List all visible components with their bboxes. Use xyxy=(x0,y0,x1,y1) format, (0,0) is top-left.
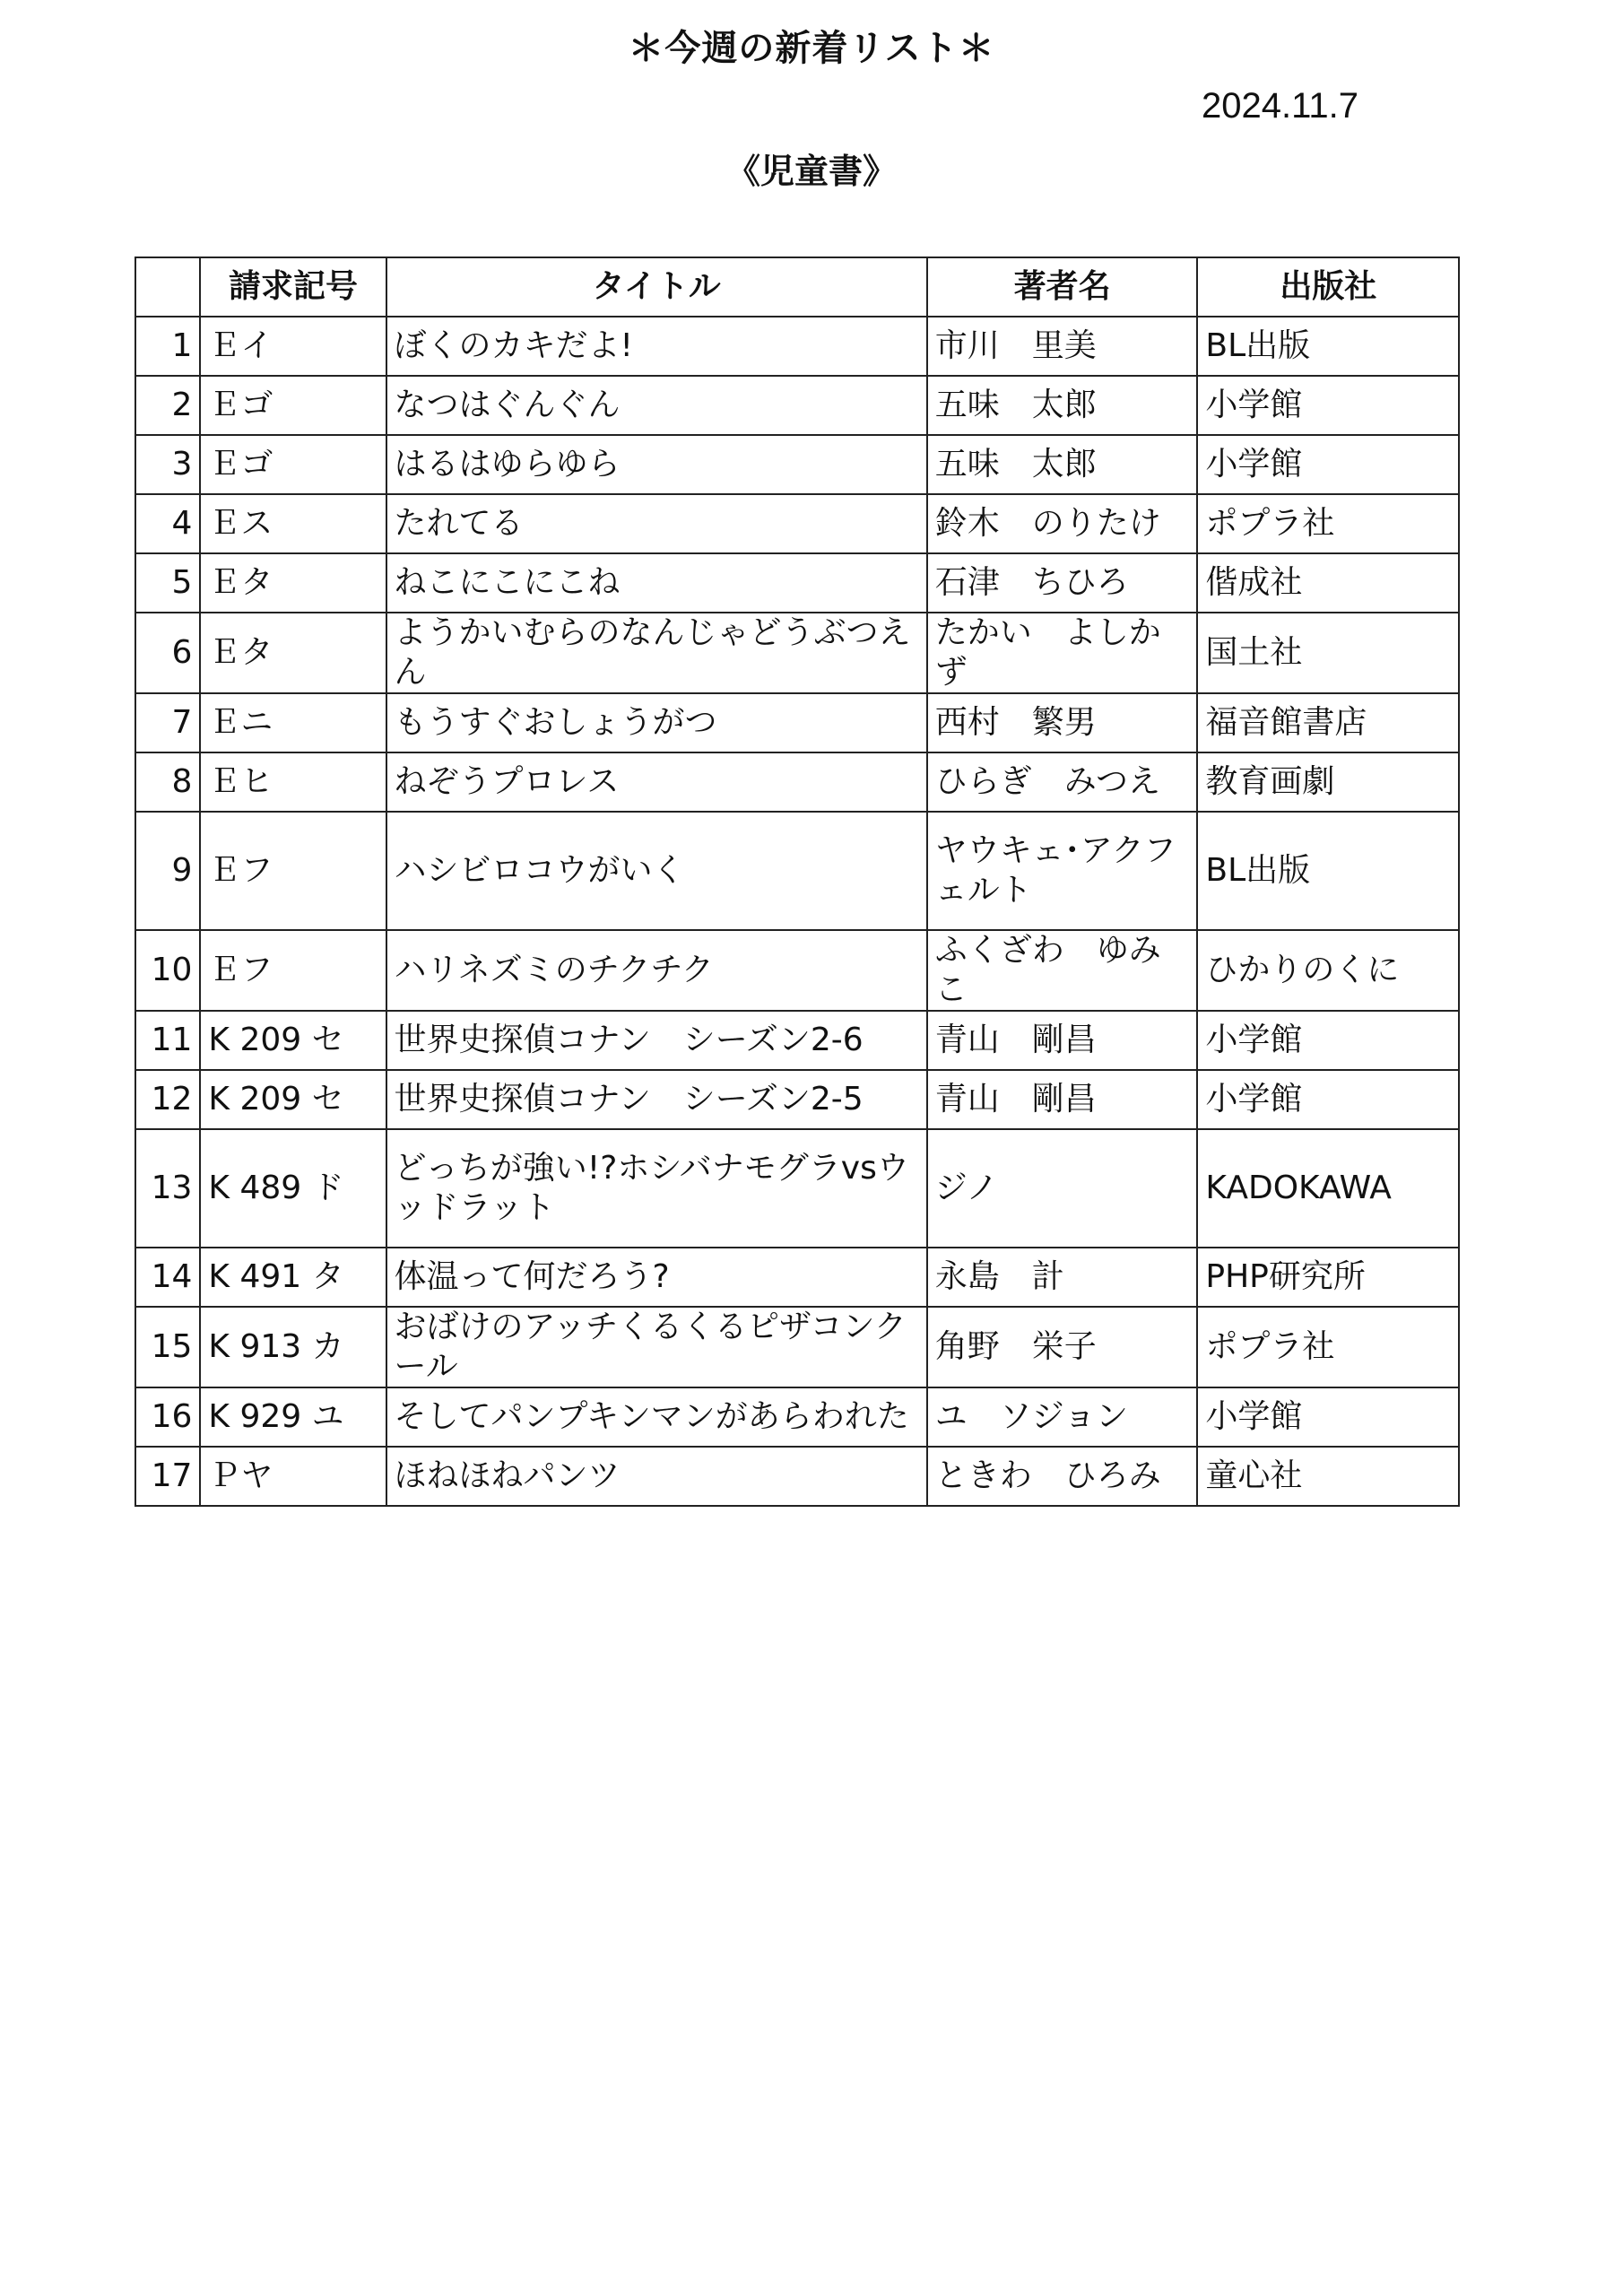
column-header-publisher: 出版社 xyxy=(1197,257,1459,317)
cell-number: 14 xyxy=(135,1248,200,1307)
cell-call-number: Ｐヤ xyxy=(200,1447,386,1506)
cell-call-number: K 209 セ xyxy=(200,1011,386,1070)
cell-title: なつはぐんぐん xyxy=(386,376,927,435)
cell-number: 16 xyxy=(135,1387,200,1447)
table-row xyxy=(135,812,1459,930)
section-heading: 《児童書》 xyxy=(725,152,897,191)
cell-title: 世界史探偵コナン シーズン2-6 xyxy=(386,1011,927,1070)
new-books-table xyxy=(135,257,1460,1507)
table-body xyxy=(135,317,1459,1506)
cell-call-number: Ｅイ xyxy=(200,317,386,376)
table-row xyxy=(135,494,1459,553)
list-date: 2024.11.7 xyxy=(1202,86,1358,126)
cell-author: 青山 剛昌 xyxy=(927,1011,1198,1070)
cell-call-number: Ｅゴ xyxy=(200,435,386,494)
cell-call-number: Ｅフ xyxy=(200,812,386,930)
cell-number: 1 xyxy=(135,317,200,376)
cell-author: 五味 太郎 xyxy=(927,435,1198,494)
cell-publisher: 小学館 xyxy=(1197,1070,1459,1129)
cell-publisher: PHP研究所 xyxy=(1197,1248,1459,1307)
cell-publisher: 偕成社 xyxy=(1197,553,1459,613)
column-header-title: タイトル xyxy=(386,257,927,317)
cell-publisher: 小学館 xyxy=(1197,376,1459,435)
cell-author: ユ ソジョン xyxy=(927,1387,1198,1447)
cell-title: ハシビロコウがいく xyxy=(386,812,927,930)
table-row xyxy=(135,1387,1459,1447)
cell-number: 10 xyxy=(135,930,200,1011)
cell-publisher: 小学館 xyxy=(1197,435,1459,494)
cell-call-number: Ｅフ xyxy=(200,930,386,1011)
cell-number: 5 xyxy=(135,553,200,613)
cell-author: 青山 剛昌 xyxy=(927,1070,1198,1129)
cell-publisher: ポプラ社 xyxy=(1197,1307,1459,1387)
column-header-number xyxy=(135,257,200,317)
table-row xyxy=(135,752,1459,812)
cell-publisher: BL出版 xyxy=(1197,812,1459,930)
cell-number: 2 xyxy=(135,376,200,435)
cell-author: ふくざわ ゆみこ xyxy=(927,930,1198,1011)
cell-call-number: Ｅス xyxy=(200,494,386,553)
cell-call-number: Ｅヒ xyxy=(200,752,386,812)
table-row xyxy=(135,613,1459,693)
table-row xyxy=(135,1447,1459,1506)
cell-publisher: 教育画劇 xyxy=(1197,752,1459,812)
cell-title: ねこにこにこね xyxy=(386,553,927,613)
table-header-row xyxy=(135,257,1459,317)
table-row xyxy=(135,1129,1459,1248)
cell-number: 17 xyxy=(135,1447,200,1506)
cell-call-number: K 491 タ xyxy=(200,1248,386,1307)
cell-publisher: 小学館 xyxy=(1197,1011,1459,1070)
table-row xyxy=(135,317,1459,376)
table-row xyxy=(135,693,1459,752)
cell-author: ひらぎ みつえ xyxy=(927,752,1198,812)
cell-call-number: Ｅゴ xyxy=(200,376,386,435)
cell-publisher: ポプラ社 xyxy=(1197,494,1459,553)
cell-title: もうすぐおしょうがつ xyxy=(386,693,927,752)
cell-publisher: KADOKAWA xyxy=(1197,1129,1459,1248)
cell-number: 15 xyxy=(135,1307,200,1387)
cell-author: ときわ ひろみ xyxy=(927,1447,1198,1506)
cell-author: たかい よしかず xyxy=(927,613,1198,693)
cell-number: 3 xyxy=(135,435,200,494)
cell-title: 体温って何だろう? xyxy=(386,1248,927,1307)
cell-call-number: K 929 ユ xyxy=(200,1387,386,1447)
cell-number: 7 xyxy=(135,693,200,752)
cell-number: 11 xyxy=(135,1011,200,1070)
cell-title: どっちが強い!?ホシバナモグラvsウッドラット xyxy=(386,1129,927,1248)
table-row xyxy=(135,376,1459,435)
table-row xyxy=(135,1070,1459,1129)
table-row xyxy=(135,1248,1459,1307)
cell-author: 五味 太郎 xyxy=(927,376,1198,435)
cell-call-number: K 489 ド xyxy=(200,1129,386,1248)
cell-author: 角野 栄子 xyxy=(927,1307,1198,1387)
cell-title: 世界史探偵コナン シーズン2-5 xyxy=(386,1070,927,1129)
cell-author: 永島 計 xyxy=(927,1248,1198,1307)
table-row xyxy=(135,553,1459,613)
cell-call-number: Ｅタ xyxy=(200,613,386,693)
cell-author: 市川 里美 xyxy=(927,317,1198,376)
table-row xyxy=(135,1011,1459,1070)
cell-number: 9 xyxy=(135,812,200,930)
cell-author: ジノ xyxy=(927,1129,1198,1248)
cell-author: 石津 ちひろ xyxy=(927,553,1198,613)
cell-number: 13 xyxy=(135,1129,200,1248)
cell-number: 8 xyxy=(135,752,200,812)
cell-author: 西村 繁男 xyxy=(927,693,1198,752)
cell-number: 12 xyxy=(135,1070,200,1129)
cell-publisher: ひかりのくに xyxy=(1197,930,1459,1011)
page-title: ＊今週の新着リスト＊ xyxy=(628,28,995,69)
cell-title: はるはゆらゆら xyxy=(386,435,927,494)
cell-call-number: K 913 カ xyxy=(200,1307,386,1387)
cell-title: そしてパンプキンマンがあらわれた xyxy=(386,1387,927,1447)
cell-author: 鈴木 のりたけ xyxy=(927,494,1198,553)
cell-title: ようかいむらのなんじゃどうぶつえん xyxy=(386,613,927,693)
column-header-author: 著者名 xyxy=(927,257,1198,317)
table-row xyxy=(135,930,1459,1011)
cell-author: ヤウキェ･アクフェルト xyxy=(927,812,1198,930)
cell-publisher: 童心社 xyxy=(1197,1447,1459,1506)
table-row xyxy=(135,435,1459,494)
cell-publisher: 福音館書店 xyxy=(1197,693,1459,752)
cell-title: ねぞうプロレス xyxy=(386,752,927,812)
table-row xyxy=(135,1307,1459,1387)
cell-title: おばけのアッチくるくるピザコンクール xyxy=(386,1307,927,1387)
cell-call-number: Ｅニ xyxy=(200,693,386,752)
column-header-call-number: 請求記号 xyxy=(200,257,386,317)
cell-number: 6 xyxy=(135,613,200,693)
cell-publisher: 国土社 xyxy=(1197,613,1459,693)
cell-title: ぼくのカキだよ! xyxy=(386,317,927,376)
cell-call-number: K 209 セ xyxy=(200,1070,386,1129)
cell-title: ハリネズミのチクチク xyxy=(386,930,927,1011)
cell-call-number: Ｅタ xyxy=(200,553,386,613)
cell-publisher: BL出版 xyxy=(1197,317,1459,376)
cell-title: たれてる xyxy=(386,494,927,553)
cell-publisher: 小学館 xyxy=(1197,1387,1459,1447)
cell-number: 4 xyxy=(135,494,200,553)
cell-title: ほねほねパンツ xyxy=(386,1447,927,1506)
